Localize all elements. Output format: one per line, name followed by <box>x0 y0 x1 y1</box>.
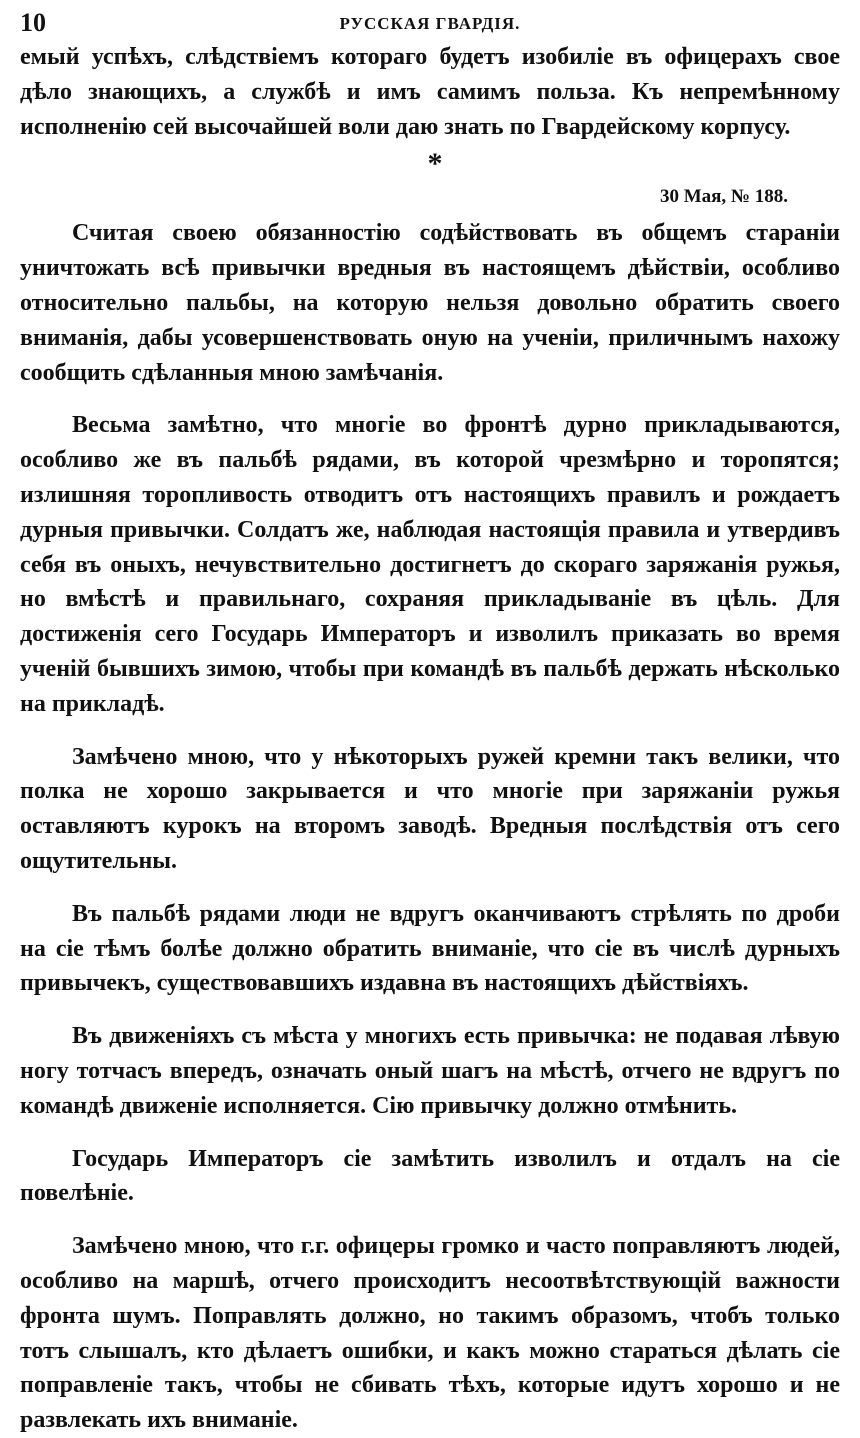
book-page <box>20 0 840 1434</box>
paragraph-step-off: Въ движеніяхъ съ мѣста у многихъ есть привычка: не подавая лѣвую ногу тотчасъ впередъ, означать оный шагъ на мѣстѣ, отчего не вдругъ по командѣ движеніе исполняется. Сію привычку должно отмѣнить. <box>20 1023 840 1119</box>
order-dateline: 30 Мая, № 188. <box>659 186 788 208</box>
paragraph-intro: Считая своею обязанностію содѣйствовать въ общемъ стараніи уничтожать всѣ привычки вредныя въ настоящемъ дѣйствіи, особливо относительно пальбы, на которую нельзя довольно обратить своего вниманія, дабы усовершенствовать оную на ученіи, приличнымъ нахожу сообщить сдѣланныя мною замѣчанія. <box>20 220 840 386</box>
paragraph-emperor: Государь Императоръ сіе замѣтить изволилъ и отдалъ на сіе повелѣніе. <box>20 1145 840 1207</box>
page-header <box>20 0 840 40</box>
paragraph-officers: Замѣчено мною, что г.г. офицеры громко и часто поправляютъ людей, особливо на маршѣ, отчего происходитъ несоотвѣтствующій важности фронта шумъ. Поправлять должно, но такимъ образомъ, чтобъ только тотъ слышалъ, кто дѣлаетъ ошибки, и какъ можно стараться дѣлать сіе поправленіе такъ, чтобы не сбивать тѣхъ, которые идутъ хорошо и не развлекать ихъ вниманіе. <box>20 1233 840 1434</box>
paragraph-aiming: Весьма замѣтно, что многіе во фронтѣ дурно прикладываются, особливо же въ пальбѣ рядами, въ которой чрезмѣрно и торопятся; излишняя торопливость отводитъ отъ настоящихъ правилъ и рождаетъ дурныя привычки. Солдатъ же, наблюдая настоящія правила и утвердивъ себя въ оныхъ, нечувствительно достигнетъ до скораго заряжанія ружья, но вмѣстѣ и правильнаго, сохраняя прикладываніе въ цѣль. Для достиженія сего Государь Императоръ и изволилъ приказать во время ученій бывшихъ зимою, чтобы при командѣ въ пальбѣ держать нѣсколько на прикладѣ. <box>20 412 840 717</box>
running-title: РУССКАЯ ГВАРДІЯ. <box>339 14 521 33</box>
paragraph-flints: Замѣчено мною, что у нѣкоторыхъ ружей кремни такъ велики, что полка не хорошо закрывается и что многіе при заряжаніи ружья оставляютъ курокъ на второмъ заводѣ. Вредныя послѣдствія отъ сего ощутительны. <box>20 743 840 874</box>
continuation-paragraph: емый успѣхъ, слѣдствіемъ котораго будетъ изобиліе въ офицерахъ свое дѣло знающихъ, а службѣ и имъ самимъ польза. Къ непремѣнному исполненію сей высочайшей воли даю знать по Гвардейскому корпусу. <box>20 44 840 140</box>
body-text <box>20 40 840 1438</box>
paragraph-rank-fire: Въ пальбѣ рядами люди не вдругъ оканчиваютъ стрѣлять по дроби на сіе тѣмъ болѣе должно обратить вниманіе, что сіе въ числѣ дурныхъ привычекъ, существовавшихъ издавна въ настоящихъ дѣйствіяхъ. <box>20 900 840 997</box>
page-number: 10 <box>20 8 46 37</box>
section-separator: * <box>427 147 443 181</box>
